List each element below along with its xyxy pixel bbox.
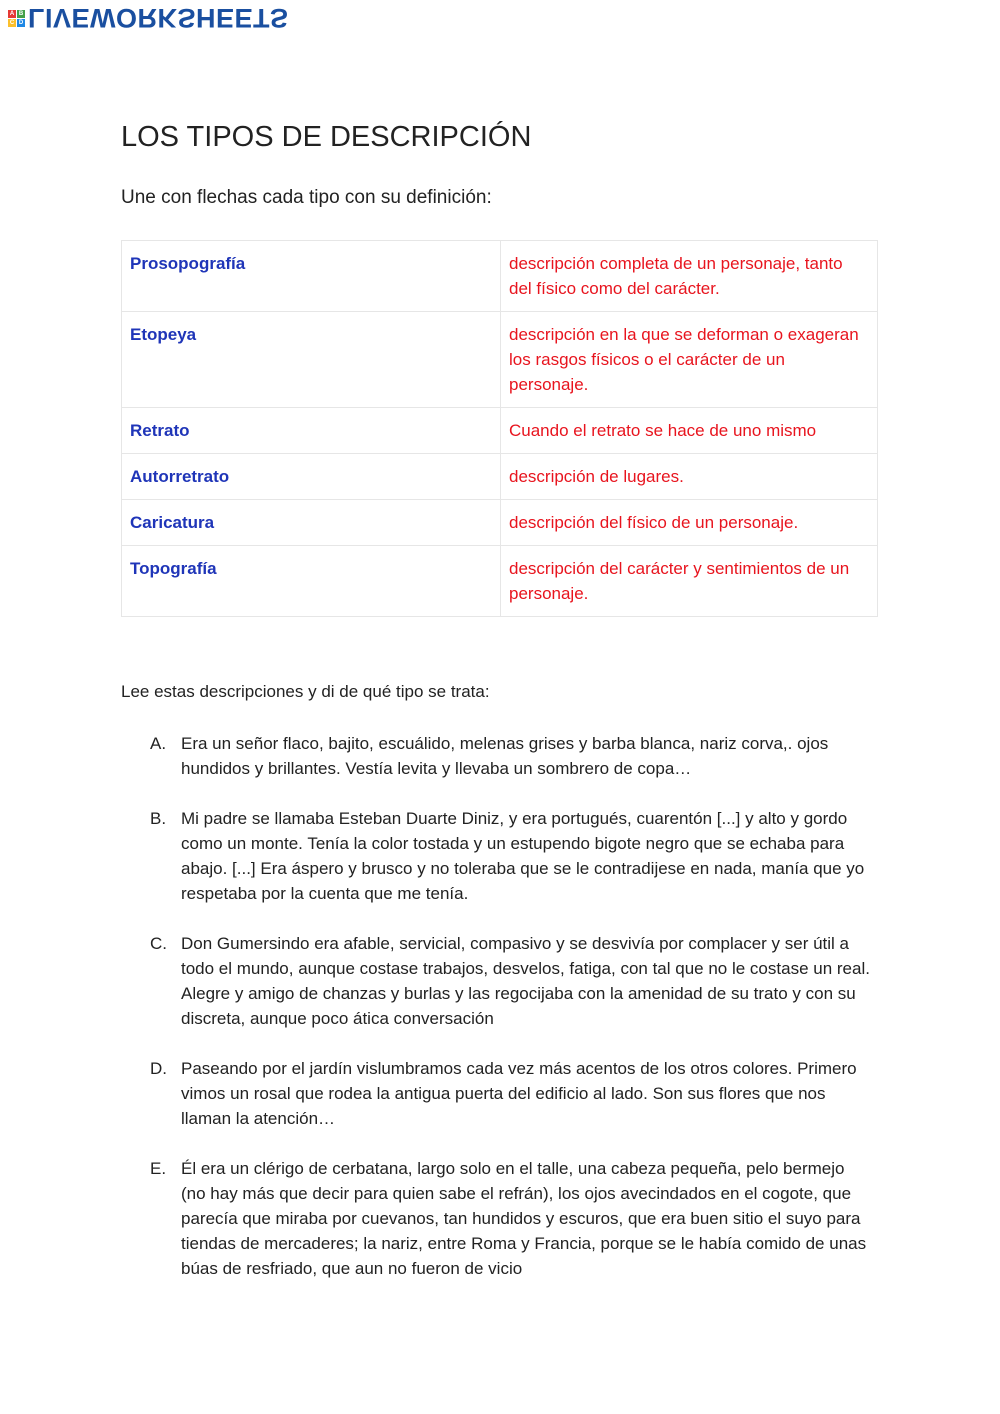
logo-block-a: A — [9, 10, 15, 17]
list-item — [150, 931, 870, 1031]
item-text: Mi padre se llamaba Esteban Duarte Diniz, y era portugués, cuarentón [...] y alto y gordo como un monte. Tenía la color tostada y un estupendo bigote negro que se echaba para abajo. [...] Era áspero y brusco y no toleraba que se le contradijese en nada, manía que yo respetaba por la cuenta que me tenía. — [181, 809, 865, 903]
definition-cell[interactable]: descripción del físico de un personaje. — [501, 500, 878, 546]
term-cell[interactable]: Autorretrato — [122, 454, 501, 500]
definition-cell[interactable]: descripción de lugares. — [501, 454, 878, 500]
table-row — [122, 546, 878, 617]
term-cell[interactable]: Prosopografía — [122, 241, 501, 312]
definition-cell[interactable]: descripción del carácter y sentimientos de un personaje. — [501, 546, 878, 617]
item-text: Paseando por el jardín vislumbramos cada vez más acentos de los otros colores. Primero vimos un rosal que rodea la antigua puerta del edificio al lado. Son sus flores que nos llaman la atención… — [181, 1059, 857, 1128]
item-text: Don Gumersindo era afable, servicial, compasivo y se desvivía por complacer y ser útil a todo el mundo, aunque costase trabajos, desvelos, fatiga, con tal que no le costase un real. Alegre y amigo de chanzas y burlas y las regocijaba con la amenidad de su trato y con su discreta, aunque poco ática conversación — [181, 934, 870, 1028]
term-cell[interactable]: Retrato — [122, 408, 501, 454]
definition-cell[interactable]: Cuando el retrato se hace de uno mismo — [501, 408, 878, 454]
match-table — [121, 240, 878, 617]
list-item — [150, 731, 870, 781]
item-letter: C. — [150, 934, 167, 953]
item-letter: B. — [150, 809, 167, 828]
item-text: Era un señor flaco, bajito, escuálido, melenas grises y barba blanca, nariz corva,. ojos hundidos y brillantes. Vestía levita y llevaba un sombrero de copa… — [181, 734, 829, 778]
term-cell[interactable]: Caricatura — [122, 500, 501, 546]
table-row — [122, 500, 878, 546]
list-item — [150, 1156, 870, 1281]
term-cell[interactable]: Etopeya — [122, 312, 501, 408]
item-letter: D. — [150, 1059, 167, 1078]
logo-block-b: B — [18, 10, 24, 17]
logo-block-d: D — [18, 19, 24, 26]
read-instruction: Lee estas descripciones y di de qué tipo se trata: — [121, 682, 490, 701]
page-title: LOS TIPOS DE DESCRIPCIÓN — [121, 121, 532, 153]
liveworksheets-logo — [8, 4, 289, 32]
logo-block-c: C — [9, 19, 15, 26]
table-row — [122, 241, 878, 312]
definition-cell[interactable]: descripción en la que se deforman o exageran los rasgos físicos o el carácter de un personaje. — [501, 312, 878, 408]
list-item — [150, 806, 870, 906]
list-item — [150, 1056, 870, 1131]
table-row — [122, 454, 878, 500]
table-row — [122, 408, 878, 454]
table-row — [122, 312, 878, 408]
logo-text: LIVEWORKSHEETS — [28, 3, 289, 33]
item-letter: A. — [150, 734, 167, 753]
term-cell[interactable]: Topografía — [122, 546, 501, 617]
item-letter: E. — [150, 1159, 167, 1178]
logo-blocks-icon — [8, 10, 25, 27]
definition-cell[interactable]: descripción completa de un personaje, tanto del físico como del carácter. — [501, 241, 878, 312]
descriptions-list — [150, 731, 870, 1306]
match-instruction: Une con flechas cada tipo con su definición: — [121, 187, 492, 208]
item-text: Él era un clérigo de cerbatana, largo solo en el talle, una cabeza pequeña, pelo bermejo (no hay más que decir para quien sabe el refrán), los ojos avecindados en el cogote, que parecía que miraba por cuevanos, tan hundidos y escuros, que era buen sitio el suyo para tiendas de mercaderes; la nariz, entre Roma y Francia, porque se le había comido de unas búas de resfriado, que aun no fueron de vicio — [181, 1159, 867, 1278]
